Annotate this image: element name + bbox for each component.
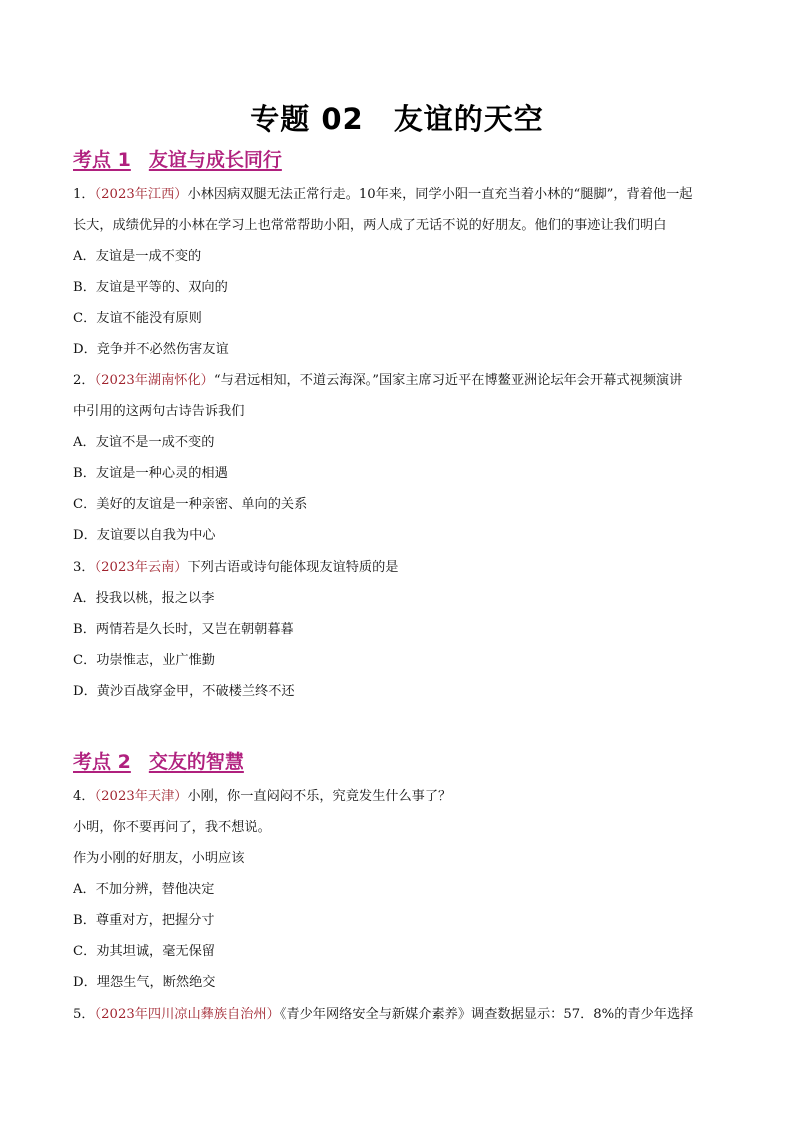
question-4-option-c: C．劝其坦诚，毫无保留	[73, 944, 215, 959]
question-1-stem-cont: 长大，成绩优异的小林在学习上也常常帮助小阳，两人成了无话不说的好朋友。他们的事迹让我们明白	[73, 218, 667, 233]
section-code: 考点 2	[73, 751, 131, 773]
question-4-stem	[73, 788, 723, 806]
question-text: “与君远相知，不道云海深。”国家主席习近平在博鳌亚洲论坛年会开幕式视频演讲	[213, 373, 683, 388]
question-source: （2023年四川凉山彝族自治州）	[94, 1007, 280, 1022]
question-3-option-b: B．两情若是久长时，又岂在朝朝暮暮	[73, 622, 294, 637]
question-1-option-d: D．竞争并不必然伤害友谊	[73, 342, 229, 357]
question-number: 3．	[73, 560, 95, 575]
title-name: 友谊的天空	[393, 102, 544, 136]
question-4-stem-line2: 小明，你不要再问了，我不想说。	[73, 820, 271, 835]
question-4-stem-line3: 作为小刚的好朋友，小明应该	[73, 851, 245, 866]
question-2-stem	[73, 372, 723, 390]
question-3-stem	[73, 559, 723, 577]
question-4-option-b: B．尊重对方，把握分寸	[73, 913, 215, 928]
question-2-option-a: A．友谊不是一成不变的	[73, 435, 215, 450]
section-heading-2	[73, 747, 244, 774]
question-3-option-a: A．投我以桃，报之以李	[73, 591, 215, 606]
question-text: 小刚，你一直闷闷不乐，究竟发生什么事了？	[187, 789, 452, 804]
section-name: 交友的智慧	[148, 751, 244, 773]
question-number: 2．	[73, 373, 95, 388]
question-2-option-c: C．美好的友谊是一种亲密、单向的关系	[73, 497, 308, 512]
question-source: （2023年江西）	[94, 187, 188, 202]
question-2-stem-cont: 中引用的这两句古诗告诉我们	[73, 404, 245, 419]
question-2-option-d: D．友谊要以自我为中心	[73, 528, 216, 543]
question-text: 小林因病双腿无法正常行走。10年来，同学小阳一直充当着小林的“腿脚”，背着他一起	[187, 187, 693, 202]
title-code: 专题 02	[250, 102, 364, 136]
question-4-option-a: A．不加分辨，替他决定	[73, 882, 215, 897]
question-1-option-b: B．友谊是平等的、双向的	[73, 280, 228, 295]
question-text: 下列古语或诗句能体现友谊特质的是	[187, 560, 399, 575]
question-source: （2023年天津）	[94, 789, 188, 804]
question-4-option-d: D．埋怨生气，断然绝交	[73, 975, 216, 990]
section-name: 友谊与成长同行	[148, 149, 282, 171]
question-3-option-d: D．黄沙百战穿金甲，不破楼兰终不还	[73, 684, 295, 699]
question-number: 5．	[73, 1007, 95, 1022]
question-5-stem	[73, 1006, 723, 1024]
question-3-option-c: C．功崇惟志，业广惟勤	[73, 653, 215, 668]
question-1-option-a: A．友谊是一成不变的	[73, 249, 202, 264]
question-number: 1．	[73, 187, 95, 202]
section-code: 考点 1	[73, 149, 131, 171]
question-2-option-b: B．友谊是一种心灵的相遇	[73, 466, 228, 481]
question-source: （2023年湖南怀化）	[94, 373, 214, 388]
question-1-option-c: C．友谊不能没有原则	[73, 311, 202, 326]
page-title	[0, 97, 794, 138]
question-source: （2023年云南）	[94, 560, 188, 575]
section-heading-1	[73, 145, 282, 172]
question-number: 4．	[73, 789, 95, 804]
question-text: 《青少年网络安全与新媒介素养》调查数据显示：57．8%的青少年选择	[279, 1007, 694, 1022]
question-1-stem	[73, 186, 723, 204]
